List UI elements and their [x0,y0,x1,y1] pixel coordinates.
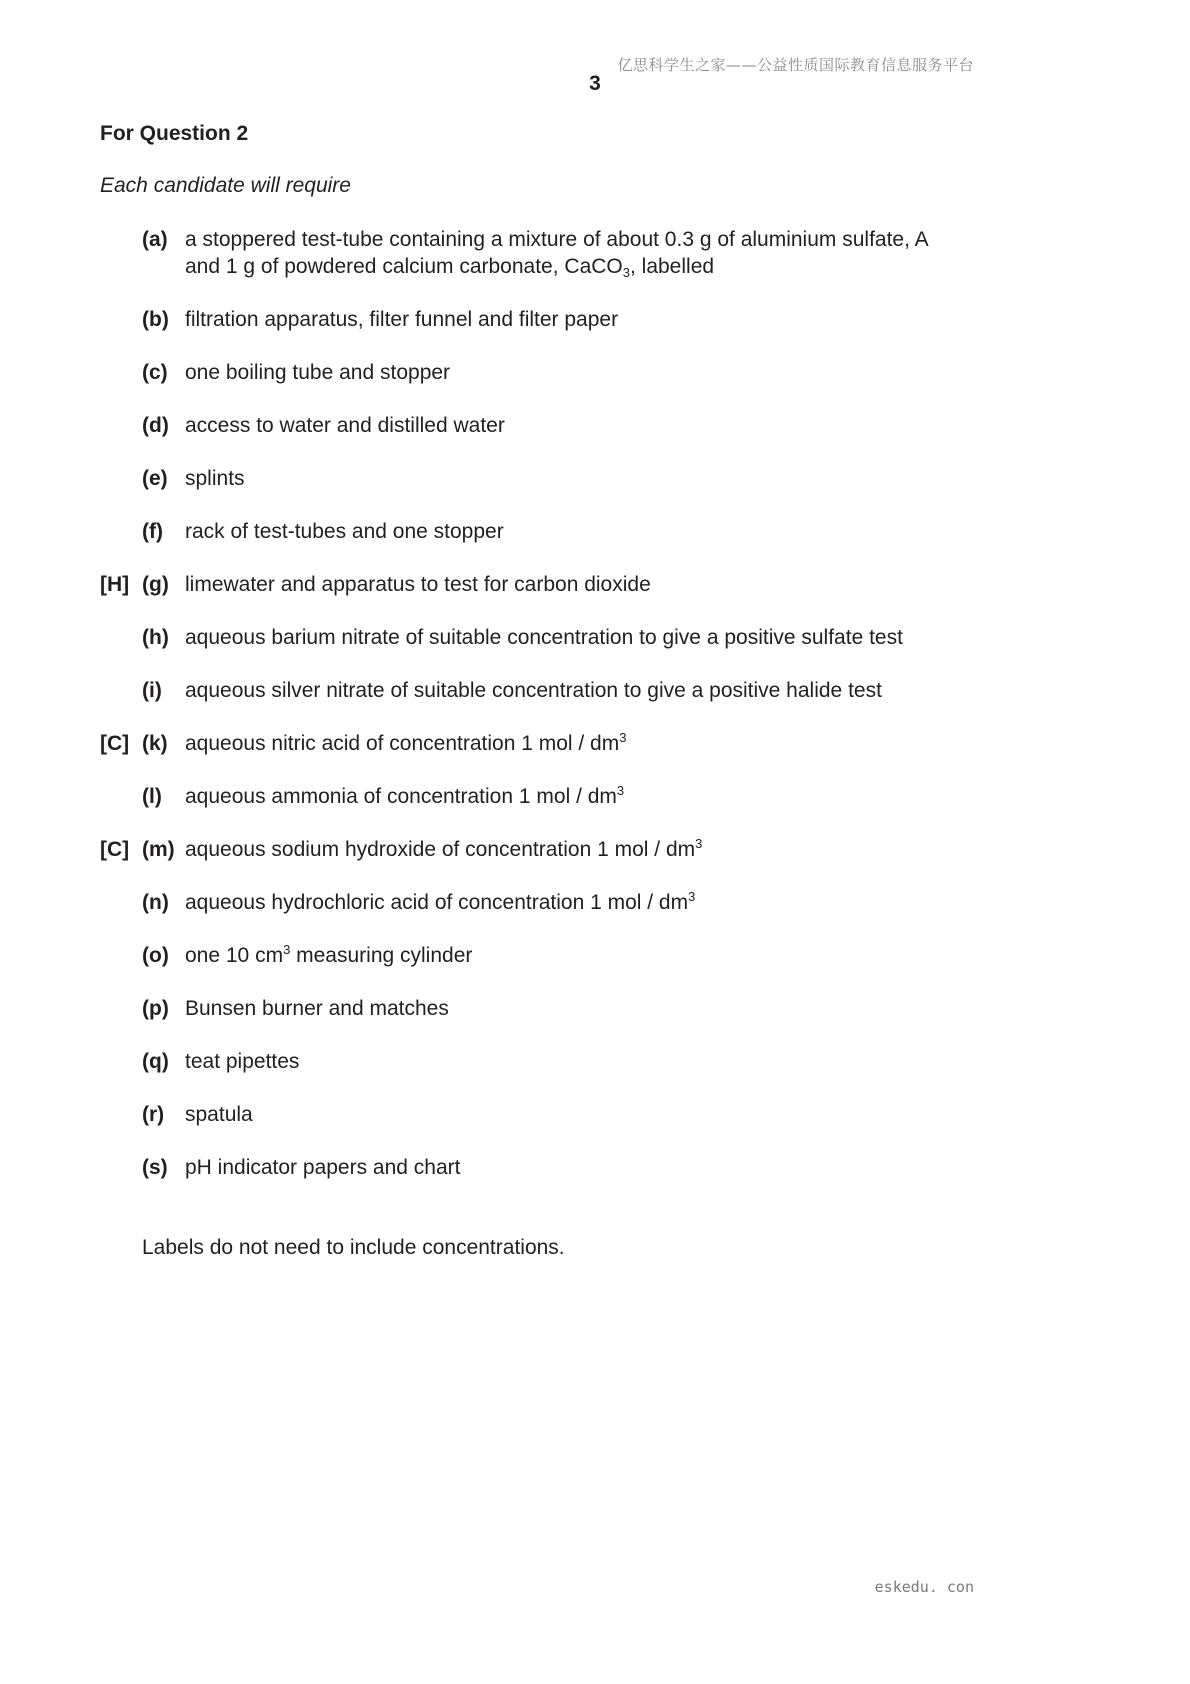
list-item-h [0,624,1190,677]
item-label: (i) [142,679,162,702]
item-text-line1: a stoppered test-tube containing a mixture of about 0.3 g of aluminium sulfate, A [185,228,929,251]
item-text: teat pipettes [185,1050,300,1073]
footer-url: eskedu. con [874,1578,974,1596]
item-text: pH indicator papers and chart [185,1156,461,1179]
item-label: (r) [142,1103,165,1126]
item-label: (a) [142,228,168,251]
requirements-list [0,226,1190,1207]
item-text-main: aqueous hydrochloric acid of concentration 1 mol / dm [185,891,689,914]
item-text: aqueous barium nitrate of suitable concentration to give a positive sulfate test [185,626,903,649]
item-text-line2-end: , labelled [629,255,715,278]
item-text: one boiling tube and stopper [185,361,451,384]
list-item-p [0,995,1190,1048]
item-label: (n) [142,891,169,914]
list-item-l [0,783,1190,836]
item-marker: [C] [100,838,130,861]
list-item-b [0,306,1190,359]
item-text-main: aqueous ammonia of concentration 1 mol / dm [185,785,617,808]
list-item-d [0,412,1190,465]
list-item-n [0,889,1190,942]
item-text [185,226,965,280]
list-item-g [0,571,1190,624]
superscript: 3 [619,730,627,745]
item-label: (b) [142,308,169,331]
item-label: (e) [142,467,168,490]
superscript: 3 [283,942,291,957]
list-item-q [0,1048,1190,1101]
item-label: (p) [142,997,169,1020]
list-item-r [0,1101,1190,1154]
list-item-e [0,465,1190,518]
item-text-line2: and 1 g of powdered calcium carbonate, CaCO [185,255,623,278]
item-text: filtration apparatus, filter funnel and filter paper [185,308,619,331]
superscript: 3 [616,783,625,798]
superscript: 3 [688,889,696,904]
list-item-o [0,942,1190,995]
item-label: (g) [142,573,169,596]
item-text: aqueous silver nitrate of suitable concentration to give a positive halide test [185,679,882,702]
subscript: 3 [622,265,630,280]
item-marker: [C] [100,732,130,755]
item-label: (k) [142,732,168,755]
watermark-text: 亿思科学生之家——公益性质国际教育信息服务平台 [617,56,974,74]
intro-text: Each candidate will require [100,174,351,197]
list-item-s [0,1154,1190,1207]
item-text [185,889,965,916]
list-item-k [0,730,1190,783]
item-label: (s) [142,1156,168,1179]
item-label: (f) [142,520,163,543]
item-text-main: one 10 cm [185,944,284,967]
list-item-f [0,518,1190,571]
note-text: Labels do not need to include concentrations. [142,1236,565,1259]
list-item-a [0,226,1190,306]
item-label: (m) [142,838,175,861]
item-text-main: aqueous nitric acid of concentration 1 mol / dm [185,732,620,755]
item-label: (o) [142,944,169,967]
item-text: rack of test-tubes and one stopper [185,520,504,543]
item-text: splints [185,467,245,490]
item-text: access to water and distilled water [185,414,505,437]
page-number: 3 [589,72,601,95]
item-label: (l) [142,785,162,808]
item-text [185,942,965,969]
item-text [185,783,965,810]
list-item-i [0,677,1190,730]
item-text [185,730,965,757]
item-label: (h) [142,626,169,649]
item-text: limewater and apparatus to test for carbon dioxide [185,573,651,596]
item-text: Bunsen burner and matches [185,997,449,1020]
item-text [185,836,965,863]
item-marker: [H] [100,573,130,596]
item-label: (q) [142,1050,169,1073]
list-item-m [0,836,1190,889]
item-text-end: measuring cylinder [290,944,473,967]
item-label: (d) [142,414,169,437]
superscript: 3 [695,836,703,851]
item-label: (c) [142,361,168,384]
section-heading: For Question 2 [100,122,249,145]
item-text: spatula [185,1103,253,1126]
item-text-main: aqueous sodium hydroxide of concentration 1 mol / dm [185,838,696,861]
list-item-c [0,359,1190,412]
